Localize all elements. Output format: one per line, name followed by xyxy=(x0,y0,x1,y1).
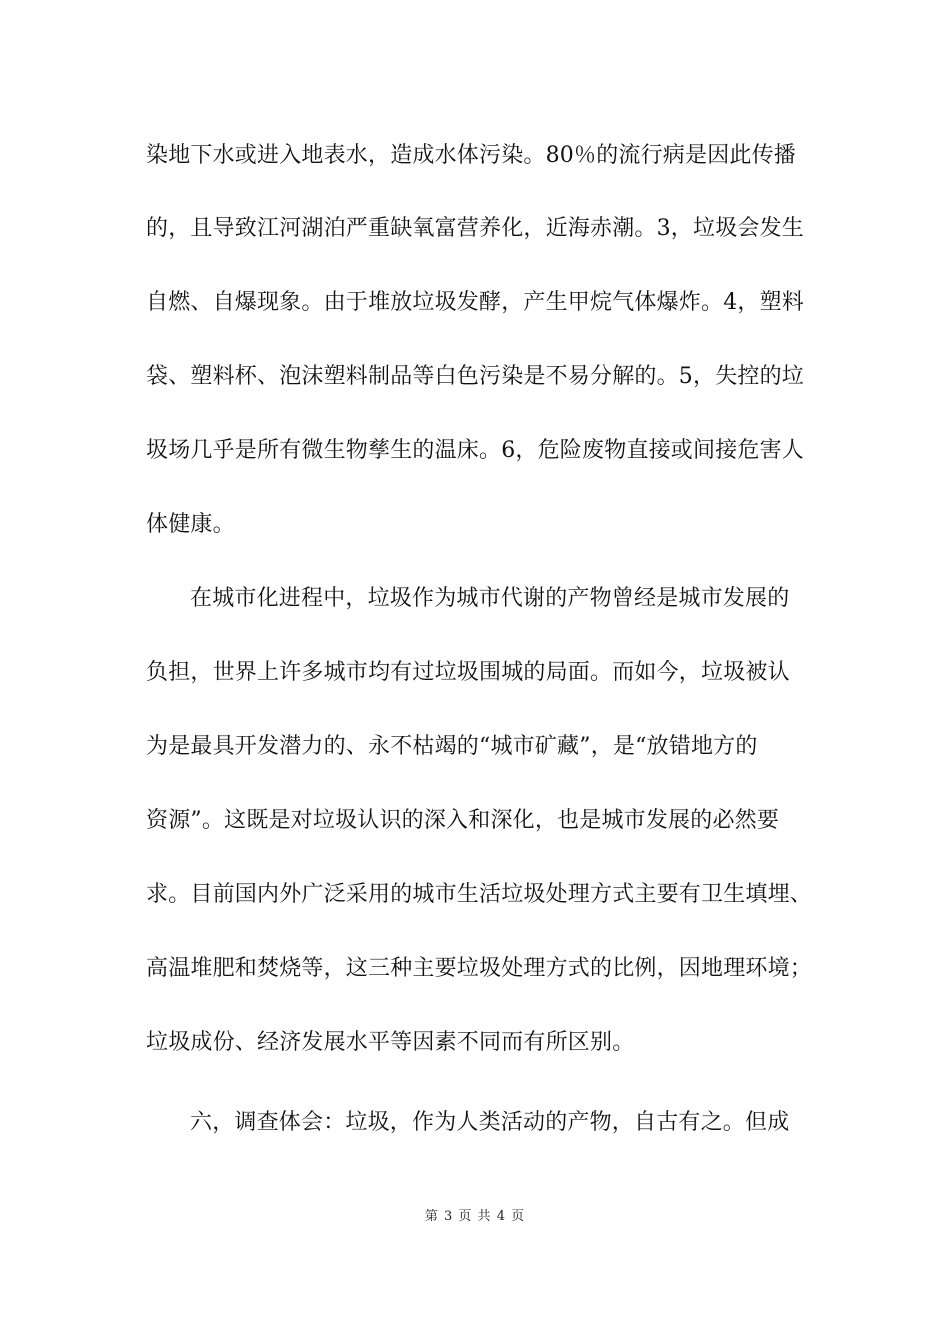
paragraph-line: 自燃、自爆现象。由于堆放垃圾发酵，产生甲烷气体爆炸。4，塑料 xyxy=(146,290,804,315)
page-footer: 第 3 页 共 4 页 xyxy=(424,1209,526,1224)
paragraph-line: 资源”。这既是对垃圾认识的深入和深化，也是城市发展的必然要 xyxy=(146,808,780,833)
paragraph-line: 高温堆肥和焚烧等，这三种主要垃圾处理方式的比例，因地理环境； xyxy=(146,956,813,981)
paragraph-line: 体健康。 xyxy=(146,512,235,537)
paragraph-line: 在城市化进程中，垃圾作为城市代谢的产物曾经是城市发展的 xyxy=(190,586,790,611)
paragraph-line: 六，调查体会：垃圾，作为人类活动的产物，自古有之。但成 xyxy=(190,1110,790,1135)
paragraph-line: 为是最具开发潜力的、永不枯竭的“城市矿藏”，是“放错地方的 xyxy=(146,734,758,759)
paragraph-line: 垃圾成份、经济发展水平等因素不同而有所区别。 xyxy=(146,1030,635,1055)
paragraph-line: 求。目前国内外广泛采用的城市生活垃圾处理方式主要有卫生填埋、 xyxy=(146,882,813,907)
paragraph-line: 负担，世界上许多城市均有过垃圾围城的局面。而如今，垃圾被认 xyxy=(146,660,790,685)
paragraph-line: 染地下水或进入地表水，造成水体污染。80％的流行病是因此传播 xyxy=(146,143,796,168)
paragraph-line: 袋、塑料杯、泡沫塑料制品等白色污染是不易分解的。5，失控的垃 xyxy=(146,364,804,389)
paragraph-line: 的，且导致江河湖泊严重缺氧富营养化，近海赤潮。3，垃圾会发生 xyxy=(146,216,804,241)
paragraph-line: 圾场几乎是所有微生物孳生的温床。6，危险废物直接或间接危害人 xyxy=(146,438,804,463)
